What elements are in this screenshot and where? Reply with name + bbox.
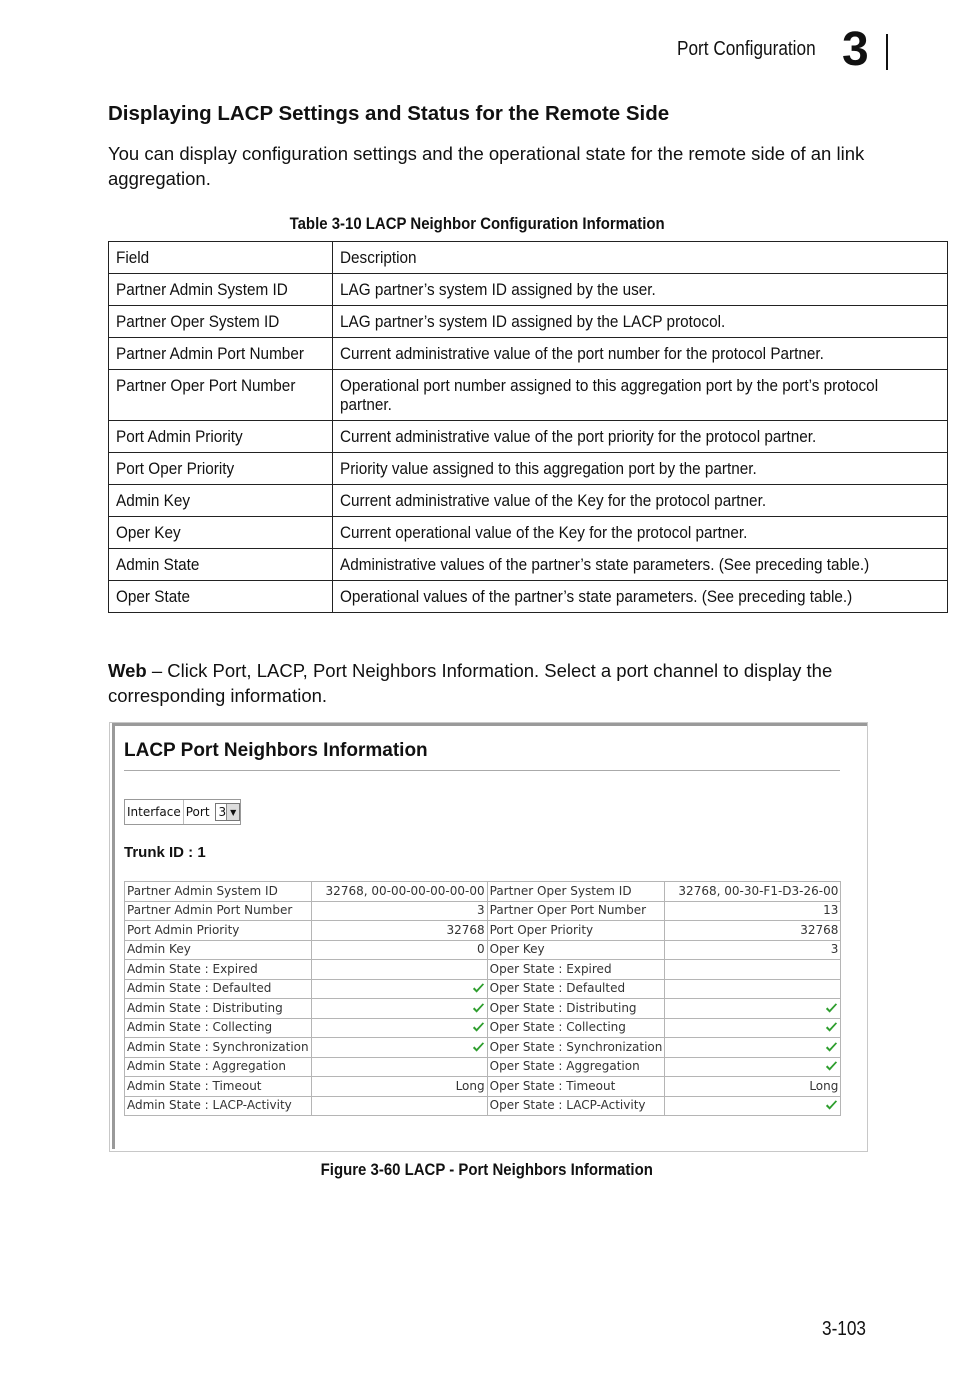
neighbor-field: Admin State : Distributing [125,999,312,1019]
interface-label: Interface [125,800,184,824]
title-rule [124,770,840,771]
description-text: Operational values of the partner’s state parameters. (See preceding table.) [339,587,853,606]
intro-paragraph: You can display configuration settings and the operational state for the remote side of an link aggregation. [108,143,865,189]
table-row [109,274,948,306]
field-text: Admin State [116,555,200,574]
table-row [109,338,948,370]
neighbor-field: Admin State : Defaulted [125,979,312,999]
web-instructions [108,658,878,708]
table-row [109,581,948,613]
table-row [109,306,948,338]
lacp-screenshot [109,722,868,1152]
neighbor-value [311,1096,487,1116]
field-text: Partner Admin Port Number [116,344,304,363]
check-icon [825,1021,838,1034]
description-text: Current administrative value of the port priority for the protocol partner. [339,427,817,446]
neighbor-row [125,1038,841,1058]
field-text: Admin Key [116,491,190,510]
lacp-neighbor-table [108,241,948,613]
neighbor-field: Oper State : Aggregation [487,1057,665,1077]
check-icon [825,1002,838,1015]
field-cell [109,485,333,517]
neighbor-row [125,960,841,980]
screenshot-title: LACP Port Neighbors Information [124,740,428,761]
neighbor-field: Admin State : Expired [125,960,312,980]
frame-left [112,723,115,1149]
web-text: – Click Port, LACP, Port Neighbors Information. Select a port channel to display the corresponding information. [108,660,833,706]
description-text: Current operational value of the Key for the protocol partner. [339,523,748,542]
neighbor-value [665,960,841,980]
neighbor-field: Partner Admin Port Number [125,901,312,921]
table-row [109,370,948,421]
neighbor-row [125,1077,841,1097]
neighbor-field: Oper State : Distributing [487,999,665,1019]
table-row [109,453,948,485]
field-text: Partner Admin System ID [116,280,288,299]
field-cell [109,306,333,338]
description-text: LAG partner’s system ID assigned by the user. [339,280,656,299]
table-caption: Table 3-10 LACP Neighbor Configuration Information [289,214,665,233]
header-divider [886,34,888,70]
neighbor-value [665,1057,841,1077]
description-cell [332,549,947,581]
field-text: Port Oper Priority [116,459,235,478]
neighbor-field: Admin Key [125,940,312,960]
neighbor-value [665,999,841,1019]
field-cell [109,242,333,274]
neighbor-row [125,882,841,902]
description-text: LAG partner’s system ID assigned by the LACP protocol. [339,312,726,331]
check-icon [472,1041,485,1054]
interface-selector [124,799,241,825]
description-cell [332,453,947,485]
web-label: Web [108,660,147,681]
neighbor-value [311,1057,487,1077]
neighbor-row [125,979,841,999]
table-row [109,549,948,581]
field-cell [109,274,333,306]
check-icon [825,1099,838,1112]
description-cell [332,485,947,517]
neighbor-row [125,901,841,921]
neighbor-value [665,1038,841,1058]
neighbor-field: Admin State : LACP-Activity [125,1096,312,1116]
figure-caption: Figure 3-60 LACP - Port Neighbors Information [320,1160,654,1179]
field-cell [109,549,333,581]
table-header-row [109,242,948,274]
neighbor-field: Oper State : Collecting [487,1018,665,1038]
neighbor-value: 32768, 00-30-F1-D3-26-00 [665,882,841,902]
field-text: Port Admin Priority [116,427,243,446]
neighbor-field: Admin State : Collecting [125,1018,312,1038]
field-text: Oper Key [116,523,181,542]
neighbor-value: 32768 [311,921,487,941]
page-number: 3-103 [822,1318,866,1340]
neighbor-row [125,999,841,1019]
neighbor-value [311,1018,487,1038]
description-cell [332,274,947,306]
check-icon [825,1041,838,1054]
section-heading: Displaying LACP Settings and Status for the Remote Side [108,102,670,125]
neighbor-row [125,1057,841,1077]
neighbors-table [124,881,841,1116]
field-cell [109,517,333,549]
neighbor-field: Oper State : Timeout [487,1077,665,1097]
neighbor-row [125,1018,841,1038]
neighbor-field: Admin State : Synchronization [125,1038,312,1058]
port-select[interactable] [215,803,241,821]
frame-top [112,723,867,726]
field-cell [109,453,333,485]
neighbor-value: 32768 [665,921,841,941]
neighbor-field: Partner Oper System ID [487,882,665,902]
field-cell [109,421,333,453]
neighbor-field: Oper State : Expired [487,960,665,980]
field-cell [109,370,333,421]
neighbor-field: Oper State : LACP-Activity [487,1096,665,1116]
description-text: Description [339,248,417,267]
field-cell [109,338,333,370]
neighbor-field: Partner Admin System ID [125,882,312,902]
description-text: Current administrative value of the port number for the protocol Partner. [339,344,824,363]
description-cell [332,581,947,613]
field-text: Partner Oper System ID [116,312,280,331]
neighbor-row [125,1096,841,1116]
neighbor-value: Long [311,1077,487,1097]
neighbor-value [311,1038,487,1058]
chevron-down-icon[interactable]: ▼ [226,804,239,820]
trunk-id: Trunk ID : 1 [124,844,206,861]
description-cell [332,370,947,421]
check-icon [472,982,485,995]
description-cell [332,421,947,453]
description-cell [332,242,947,274]
section-title: Port Configuration [677,38,816,60]
table-row [109,421,948,453]
chapter-number: 3 [842,23,869,76]
neighbor-field: Partner Oper Port Number [487,901,665,921]
neighbor-value: 3 [311,901,487,921]
neighbor-row [125,921,841,941]
field-text: Oper State [116,587,190,606]
check-icon [472,1002,485,1015]
check-icon [825,1060,838,1073]
check-icon [472,1021,485,1034]
field-text: Field [116,248,150,267]
neighbor-field: Oper State : Synchronization [487,1038,665,1058]
description-text: Current administrative value of the Key for the protocol partner. [339,491,766,510]
neighbor-field: Port Oper Priority [487,921,665,941]
description-text: Operational port number assigned to this aggregation port by the port’s protocol partner. [339,376,878,414]
neighbor-value: 13 [665,901,841,921]
table-row [109,485,948,517]
port-label: Port [185,805,210,819]
description-text: Priority value assigned to this aggregation port by the partner. [339,459,757,478]
neighbor-value [665,1096,841,1116]
table-row [109,517,948,549]
neighbor-field: Admin State : Timeout [125,1077,312,1097]
neighbor-value: 3 [665,940,841,960]
neighbor-row [125,940,841,960]
description-cell [332,517,947,549]
description-cell [332,306,947,338]
neighbor-value [665,979,841,999]
neighbor-field: Oper State : Defaulted [487,979,665,999]
neighbor-value [311,979,487,999]
neighbor-value: 32768, 00-00-00-00-00-00 [311,882,487,902]
port-value: 3 [218,805,227,819]
neighbor-value: Long [665,1077,841,1097]
field-text: Partner Oper Port Number [116,376,296,395]
description-cell [332,338,947,370]
neighbor-value: 0 [311,940,487,960]
neighbor-value [311,960,487,980]
description-text: Administrative values of the partner’s state parameters. (See preceding table.) [339,555,870,574]
neighbor-field: Port Admin Priority [125,921,312,941]
field-cell [109,581,333,613]
neighbor-field: Oper Key [487,940,665,960]
neighbor-value [311,999,487,1019]
neighbor-field: Admin State : Aggregation [125,1057,312,1077]
neighbor-value [665,1018,841,1038]
